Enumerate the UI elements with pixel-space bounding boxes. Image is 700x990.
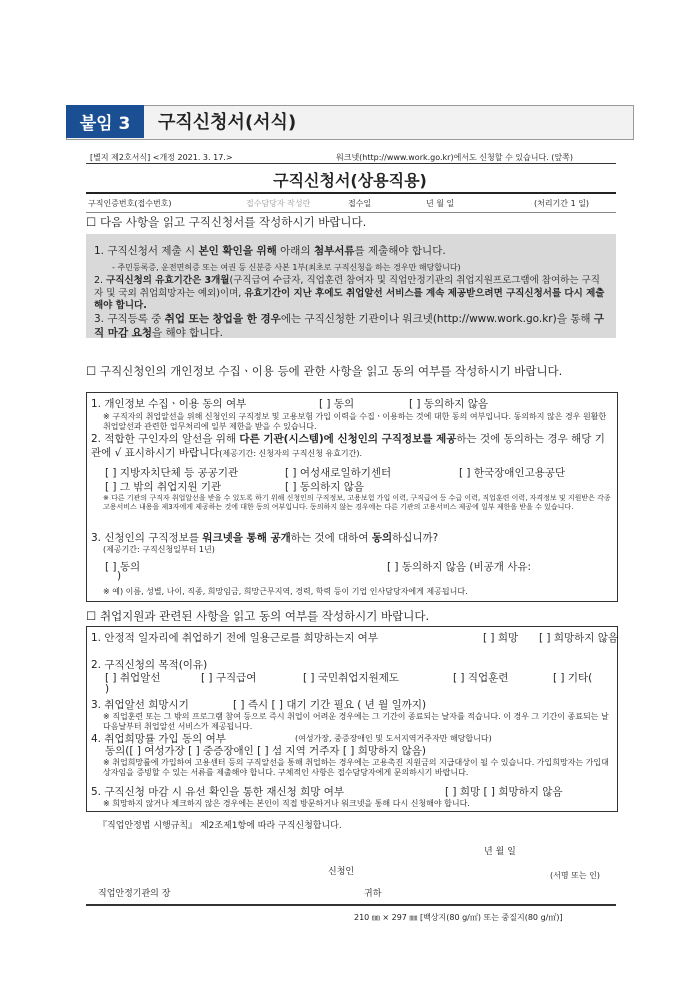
consent-q3-note: ※ 예) 이름, 성별, 나이, 직종, 희망임금, 희망근무지역, 경력, 학력 등이 기업 인사담당자에게 제공됩니다. xyxy=(103,587,468,596)
consent-q1-note: ※ 구직자의 취업알선을 위해 신청인의 구직정보 및 고용보험 가입 이력을 수집ㆍ이용하는 것에 대한 동의 여부입니다. 동의하지 않은 경우 원활한 취업알선과 관련한 업무처리에 일부 제한을 받을 수 있습니다. xyxy=(103,412,607,431)
support-q1-yes[interactable]: [ ] 희망 xyxy=(483,632,519,644)
consent-q2-public[interactable]: [ ] 지방자치단체 등 공공기관 xyxy=(105,467,239,479)
paper-spec: 210 ㎜ × 297 ㎜ [백상지(80 g/㎡) 또는 중질지(80 g/㎡)] xyxy=(354,913,563,922)
annex-title: 구직신청서(서식) xyxy=(158,112,297,133)
support-q4-note: ※ 취업희망률에 가입하여 고용센터 등의 구직알선을 통해 취업하는 경우에는 고용촉진 지원금의 지급대상이 될 수 있습니다. 가입희망자는 가입대상자임을 증빙할 수 있는 서류를 제출해야 합니다. 구체적인 사항은 접수담당자에게 문의하시기 바랍니다. xyxy=(103,758,609,777)
support-q5-note: ※ 희망하지 않거나 체크하지 않은 경우에는 본인이 직접 방문하거나 워크넷을 통해 다시 신청해야 합니다. xyxy=(103,799,470,808)
section1-item3: 3. 구직등록 중 취업 또는 창업을 한 경우에는 구직신청한 기관이나 워크넷(http://www.work.go.kr)을 통해 구직 마감 요청을 해야 합니다. xyxy=(94,313,604,339)
support-q2-national[interactable]: [ ] 국민취업지원제도 xyxy=(303,672,400,684)
consent-q3-close: ) xyxy=(117,570,122,582)
consent-q1: 1. 개인정보 수집ㆍ이용 동의 여부 xyxy=(91,398,247,410)
consent-q2-disagree[interactable]: [ ] 동의하지 않음 xyxy=(285,481,365,493)
section1-item2: 2. 구직신청의 유효기간은 3개월(구직급여 수급자, 직업훈련 참여자 및 직업안정기관의 취업지원프로그램에 참여하는 구직자 및 국외 취업희망자는 예외)이며, 유효기간이 지난 후에도 취업알선 서비스를 계속 제공받으려면 구직신청서를 다시 제출해야 합니다. xyxy=(94,275,605,312)
agency-head: 직업안정기관의 장 xyxy=(98,889,171,899)
receipt-date-label: 접수일 xyxy=(348,199,372,208)
section3-heading: ☐ 취업지원과 관련된 사항을 읽고 동의 여부를 작성하시기 바랍니다. xyxy=(86,609,430,623)
support-q1-no[interactable]: [ ] 희망하지 않음 xyxy=(539,632,619,644)
section3-box xyxy=(86,626,618,812)
section1-item1: 1. 구직신청서 제출 시 본인 확인을 위해 아래의 첨부서류를 제출해야 합니다. xyxy=(94,245,446,257)
legal-statement: 『직업안정법 시행규칙』 제2조제1항에 따라 구직신청합니다. xyxy=(98,821,342,831)
annex-tag: 붙임 3 xyxy=(66,105,144,138)
form-worknet-note: 워크넷(http://www.work.go.kr)에서도 신청할 수 있습니다. (앞쪽) xyxy=(336,153,573,162)
honorific: 귀하 xyxy=(364,889,382,899)
section1-heading: ☐ 다음 사항을 읽고 구직신청서를 작성하시기 바랍니다. xyxy=(86,215,367,229)
signature-hint: (서명 또는 인) xyxy=(550,871,600,880)
consent-q3-disagree[interactable]: [ ] 동의하지 않음 (비공개 사유: xyxy=(387,561,532,573)
support-q5: 5. 구직신청 마감 시 유선 확인을 통한 재신청 희망 여부 xyxy=(91,786,345,798)
consent-q2: 2. 적합한 구인자의 알선을 위해 다른 기관(시스템)에 신청인의 구직정보를 제공하는 것에 동의하는 경우 해당 기관에 √ 표시하시기 바랍니다(제공기간: 신청자의 구직신청 유효기간). xyxy=(91,433,605,460)
consent-q2-other[interactable]: [ ] 그 밖의 취업지원 기관 xyxy=(105,481,222,493)
applicant-label: 신청인 xyxy=(328,867,355,877)
annex-header xyxy=(66,105,634,140)
support-q1: 1. 안정적 일자리에 취업하기 전에 일용근로를 희망하는지 여부 xyxy=(91,632,378,644)
receipt-number-label: 구직인증번호(접수번호) xyxy=(88,199,172,208)
support-q4-scope: (여성가장, 중증장애인 및 도서지역거주자만 해당합니다) xyxy=(295,734,492,743)
consent-q3-agree[interactable]: [ ] 동의 xyxy=(105,561,141,573)
section2-heading: ☐ 구직신청인의 개인정보 수집ㆍ이용 등에 관한 사항을 읽고 동의 여부를 작성하시기 바랍니다. xyxy=(86,364,563,378)
section1-box xyxy=(86,234,616,338)
support-q4: 4. 취업희망률 가입 동의 여부 xyxy=(91,733,226,745)
support-q5-options[interactable]: [ ] 희망 [ ] 희망하지 않음 xyxy=(445,786,563,798)
support-q3-note: ※ 직업훈련 또는 그 밖의 프로그램 참여 등으로 즉시 취업이 어려운 경우에는 그 기간이 종료되는 날자를 적습니다. 이 경우 그 기간이 종료되는 날 다음날부터 취업알선 서비스가 제공됩니다. xyxy=(103,712,609,731)
support-q3: 3. 취업알선 희망시기 xyxy=(91,699,189,711)
signature-date: 년 월 일 xyxy=(484,847,516,857)
consent-q3: 3. 신청인의 구직정보를 워크넷을 통해 공개하는 것에 대하여 동의하십니까? xyxy=(91,532,439,544)
support-q2-placement[interactable]: [ ] 취업알선 xyxy=(105,672,161,684)
support-q2-other-close: ) xyxy=(105,683,110,695)
section1-item1-sub: - 주민등록증, 운전면허증 또는 여권 등 신분증 사본 1부(최초로 구직신청을 하는 경우만 해당합니다) xyxy=(112,263,461,272)
support-q2-benefit[interactable]: [ ] 구직급여 xyxy=(201,672,257,684)
support-q4-options[interactable]: 동의([ ] 여성가장 [ ] 중증장애인 [ ] 섬 지역 거주자 [ ] 희망하지 않음) xyxy=(105,745,426,757)
processing-period: (처리기간 1 일) xyxy=(534,199,590,208)
support-q3-options[interactable]: [ ] 즉시 [ ] 대기 기간 필요 ( 년 월 일까지) xyxy=(233,699,427,711)
consent-q1-disagree[interactable]: [ ] 동의하지 않음 xyxy=(409,398,489,410)
support-q2-other[interactable]: [ ] 기타( xyxy=(553,672,593,684)
support-q2-training[interactable]: [ ] 직업훈련 xyxy=(453,672,509,684)
receipt-row xyxy=(86,192,616,213)
receipt-date-ymd: 년 월 일 xyxy=(426,199,455,208)
form-title: 구직신청서(상용직용) xyxy=(273,171,427,190)
consent-q2-disabled[interactable]: [ ] 한국장애인고용공단 xyxy=(459,467,566,479)
support-q2: 2. 구직신청의 목적(이유) xyxy=(91,659,208,671)
receipt-officer-label: 접수담당자 작성란 xyxy=(246,199,311,208)
form-revision: [별지 제2호서식] <개정 2021. 3. 17.> xyxy=(90,153,233,162)
section2-box xyxy=(86,392,618,602)
consent-q3-period: (제공기간: 구직신청일부터 1년) xyxy=(103,545,215,554)
consent-q1-agree[interactable]: [ ] 동의 xyxy=(319,398,355,410)
consent-q2-note: ※ 다른 기관의 구직자 취업알선을 받을 수 있도록 하기 위해 신청인의 구직정보, 고용보험 가입 이력, 구직급여 등 수급 이력, 직업훈련 이력, 자격정보 및 지원받은 각종 고용서비스 내용을 제3자에게 제공하는 것에 대한 동의 여부입니다. 동의하지 않는 경우에는 다른 기관의 고용서비스 제공에 일부 제한을 받을 수 있습니다. xyxy=(103,494,611,511)
consent-q2-women[interactable]: [ ] 여성새로일하기센터 xyxy=(285,467,392,479)
